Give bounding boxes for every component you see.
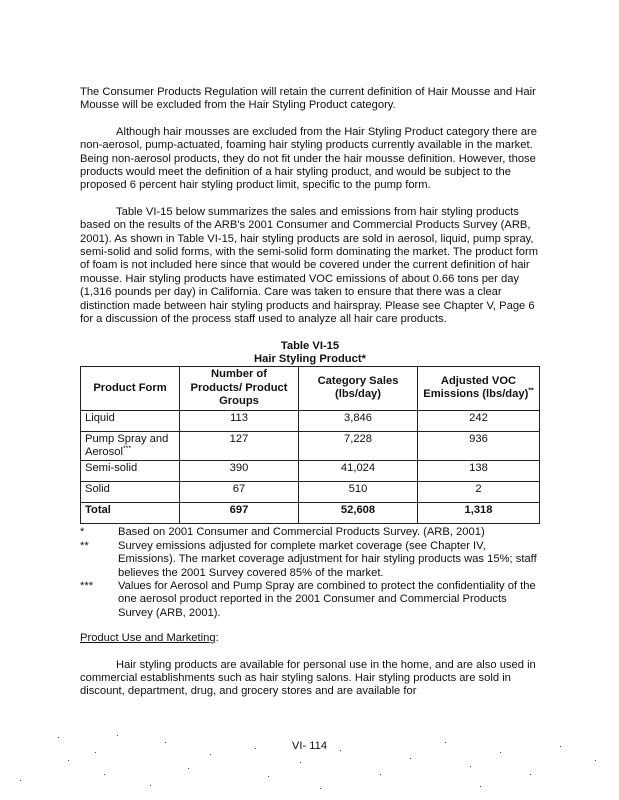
table-total-row xyxy=(81,503,540,524)
footnote-mark: *** xyxy=(80,579,94,592)
table-subtitle: Hair Styling Product* xyxy=(254,352,366,365)
table-row xyxy=(81,461,540,482)
header-adjusted-voc xyxy=(418,367,540,410)
section-heading-text: Product Use and Marketing xyxy=(80,632,216,645)
footnote-text: Values for Aerosol and Pump Spray are combined to protect the confidentiality of the one aerosol product reported in the 2001 Consumer and Commercial Products Survey (ARB, 2001). xyxy=(118,579,536,619)
footnote-mark: ** xyxy=(80,539,89,552)
cell-count: 127 xyxy=(180,431,299,461)
header-product-form: Product Form xyxy=(81,367,180,410)
cell-sales: 510 xyxy=(299,482,418,503)
cell-count: 67 xyxy=(180,482,299,503)
table-row xyxy=(81,482,540,503)
paragraph-table-summary: Table VI-15 below summarizes the sales and emissions from hair styling products based on the results of the ARB's 2001 Consumer and Commercial Products Survey (ARB, 2001). As shown in Table VI-15, hair styling products are sold in aerosol, liquid, pump spray, semi-solid and solid forms, with the semi-solid form dominating the market. The product form of foam is not included here since that would be covered under the current definition of hair mousse. Hair styling products have estimated VOC emissions of about 0.66 tons per day (1,316 pounds per day) in California. Care was taken to ensure that there was a clear distinction made between hair styling products and hairspray. Please see Chapter V, Page 6 for a discussion of the process staff used to analyze all hair care products. xyxy=(80,205,539,326)
cell-total-count: 697 xyxy=(180,503,299,524)
table-row xyxy=(81,431,540,461)
footnote-marker: *** xyxy=(122,445,132,453)
cell-total-sales: 52,608 xyxy=(299,503,418,524)
footnote-marker: ** xyxy=(528,387,534,395)
cell-form-label: Pump Spray and Aerosol xyxy=(85,432,169,458)
cell-count: 390 xyxy=(180,461,299,482)
cell-emissions: 242 xyxy=(418,410,540,431)
paragraph-mousse-definition: The Consumer Products Regulation will retain the current definition of Hair Mousse and Hair Mousse will be excluded from the Hair Styling Product category. xyxy=(80,86,536,112)
section-heading-colon: : xyxy=(215,632,219,645)
paragraph-non-aerosol: Although hair mousses are excluded from the Hair Styling Product category there are non-aerosol, pump-actuated, foaming hair styling products currently available in the market. Being non-aerosol products, they do not fit under the hair mousse definition. However, those products would meet the definition of a hair styling product, and would be subject to the proposed 6 percent hair styling product limit, specific to the pump form. xyxy=(80,125,537,192)
cell-emissions: 936 xyxy=(418,431,540,461)
cell-emissions: 2 xyxy=(418,482,540,503)
paragraph-product-use: Hair styling products are available for personal use in the home, and are also used in commercial establishments such as hair styling salons. Hair styling products are sold in discount, department, drug, and grocery stores and are available for xyxy=(80,658,536,698)
section-heading xyxy=(80,632,540,645)
cell-form: Solid xyxy=(81,482,180,503)
cell-emissions: 138 xyxy=(418,461,540,482)
footnote xyxy=(80,526,540,539)
cell-total-emissions: 1,318 xyxy=(418,503,540,524)
cell-sales: 41,024 xyxy=(299,461,418,482)
header-number-of-products: Number of Products/ Product Groups xyxy=(180,367,299,410)
table-header-row xyxy=(81,367,540,410)
document-page xyxy=(80,86,540,699)
cell-form: Liquid xyxy=(81,410,180,431)
cell-sales: 7,228 xyxy=(299,431,418,461)
table-title: Table VI-15 xyxy=(280,339,340,352)
cell-sales: 3,846 xyxy=(299,410,418,431)
table-footnotes xyxy=(80,526,540,620)
cell-count: 113 xyxy=(180,410,299,431)
hair-styling-table xyxy=(80,366,540,524)
cell-total-label: Total xyxy=(81,503,180,524)
footnote xyxy=(80,580,540,620)
page-number: VI- 114 xyxy=(291,740,328,752)
cell-form xyxy=(81,431,180,461)
table-row xyxy=(81,410,540,431)
footnote-text: Based on 2001 Consumer and Commercial Products Survey. (ARB, 2001) xyxy=(118,526,485,539)
header-adjusted-voc-label: Adjusted VOC Emissions (lbs/day) xyxy=(423,375,529,401)
footnote xyxy=(80,540,540,580)
footnote-text: Survey emissions adjusted for complete market coverage (see Chapter IV, Emissions). The market coverage adjustment for hair styling products was 15%; staff believes the 2001 Survey covered 85% of the market. xyxy=(118,539,537,579)
header-category-sales: Category Sales (lbs/day) xyxy=(299,367,418,410)
footnote-mark: * xyxy=(80,526,85,539)
cell-form: Semi-solid xyxy=(81,461,180,482)
